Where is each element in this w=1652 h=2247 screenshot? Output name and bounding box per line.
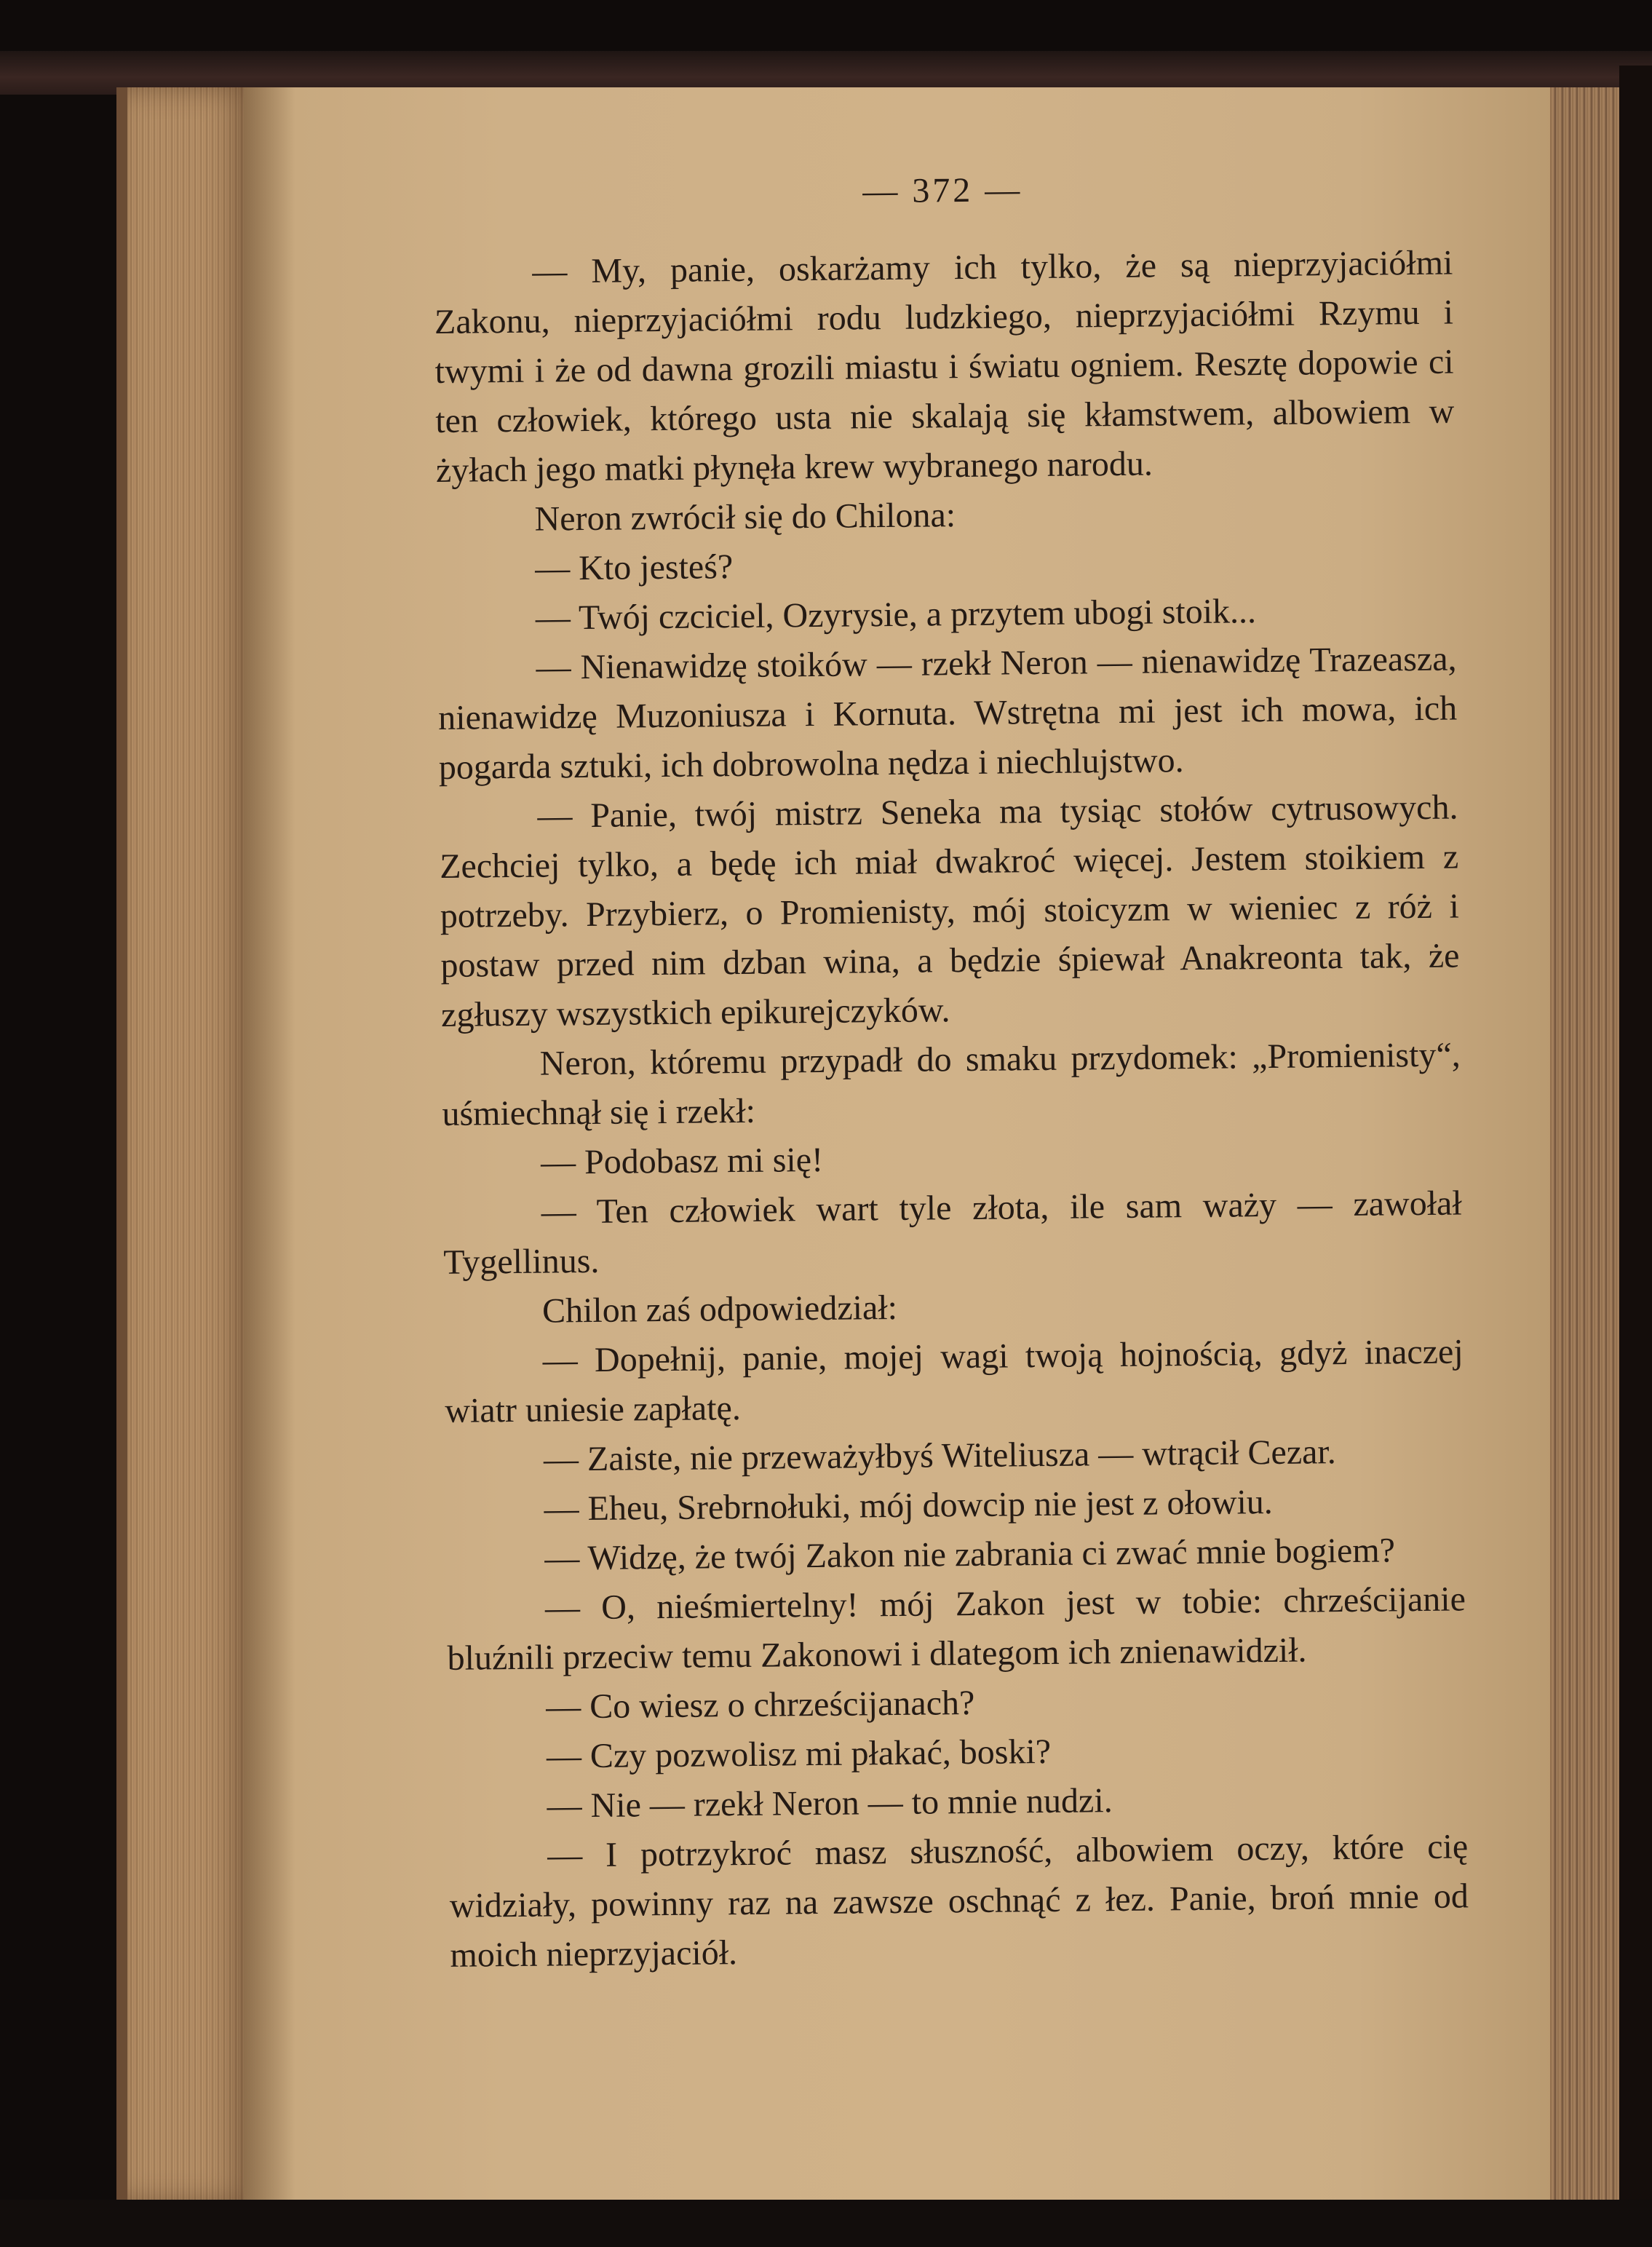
paragraph: — Zaiste, nie przeważyłbyś Witeliusza — wtrącił Cezar.: [543, 1432, 1336, 1479]
page-gutter-shadow: [244, 87, 295, 2202]
paragraph: — Dopełnij, panie, mojej wagi twoją hojnością, gdyż inaczej wiatr uniesie zapłatę.: [445, 1332, 1464, 1430]
paragraph: — Widzę, że twój Zakon nie zabrania ci zwać mnie bogiem?: [544, 1531, 1396, 1578]
paragraph: — Nienawidzę stoików — rzekł Neron — nienawidzę Trazeasza, nienawidzę Muzoniusza i Kornuta. Wstrętna mi jest ich mowa, ich pogarda sztuki, ich dobrowolna nędza i niechlujstwo.: [437, 639, 1458, 787]
page-text: [433, 162, 1469, 1981]
paragraph: Chilon zaś odpowiedział:: [541, 1288, 898, 1331]
stacked-pages-left: [127, 87, 251, 2202]
paragraph: — Twój czciciel, Ozyrysie, a przytem ubogi stoik...: [535, 592, 1257, 638]
paragraph: — Ten człowiek wart tyle złota, ile sam waży — zawołał Tygellinus.: [443, 1184, 1462, 1282]
paragraph: — Podobasz mi się!: [540, 1140, 824, 1182]
paragraph: — Co wiesz o chrześcijanach?: [546, 1683, 975, 1727]
paragraph: — I potrzykroć masz słuszność, albowiem oczy, które cię widziały, powinny raz na zawsze oschnąć z łez. Panie, broń mnie od moich nieprzyjaciół.: [449, 1827, 1469, 1975]
paragraph: — Eheu, Srebrnołuki, mój dowcip nie jest z ołowiu.: [544, 1483, 1274, 1529]
paragraph: — Nie — rzekł Neron — to mnie nudzi.: [547, 1781, 1113, 1826]
paragraph: Neron, któremu przypadł do smaku przydomek: „Promienisty“, uśmiechnął się i rzekł:: [442, 1035, 1461, 1133]
background-bottom: [0, 2200, 1652, 2247]
paragraph: — My, panie, oskarżamy ich tylko, że są nieprzyjaciółmi Zakonu, nieprzyjaciółmi rodu ludzkiego, nieprzyjaciółmi Rzymu i twymi i że od dawna grozili miastu i światu ogniem. Resztę dopowie ci ten człowiek, którego usta nie skalają się kłamstwem, albowiem w żyłach jego matki płynęła krew wybranego narodu.: [434, 243, 1455, 490]
paragraph: — O, nieśmiertelny! mój Zakon jest w tobie: chrześcijanie bluźnili przeciw temu Zakonowi i dlategom ich znienawidził.: [447, 1580, 1466, 1678]
paragraph: — Kto jesteś?: [534, 547, 734, 588]
stacked-pages-right: [1550, 87, 1619, 2202]
paragraph: — Czy pozwolisz mi płakać, boski?: [546, 1732, 1052, 1776]
page-number: — 372 —: [862, 170, 1023, 211]
paragraph: — Panie, twój mistrz Seneka ma tysiąc stołów cytrusowych. Zechciej tylko, a będę ich miał dwakroć więcej. Jestem stoikiem z potrzeby. Przybierz, o Promienisty, mój stoicyzm w wieniec z róż i postaw przed nim dzban wina, a będzie śpiewał Anakreonta tak, że zgłuszy wszystkich epikurejczyków.: [439, 788, 1460, 1034]
paragraph: Neron zwrócił się do Chilona:: [534, 496, 956, 539]
book-cover-right: [1619, 66, 1652, 2247]
